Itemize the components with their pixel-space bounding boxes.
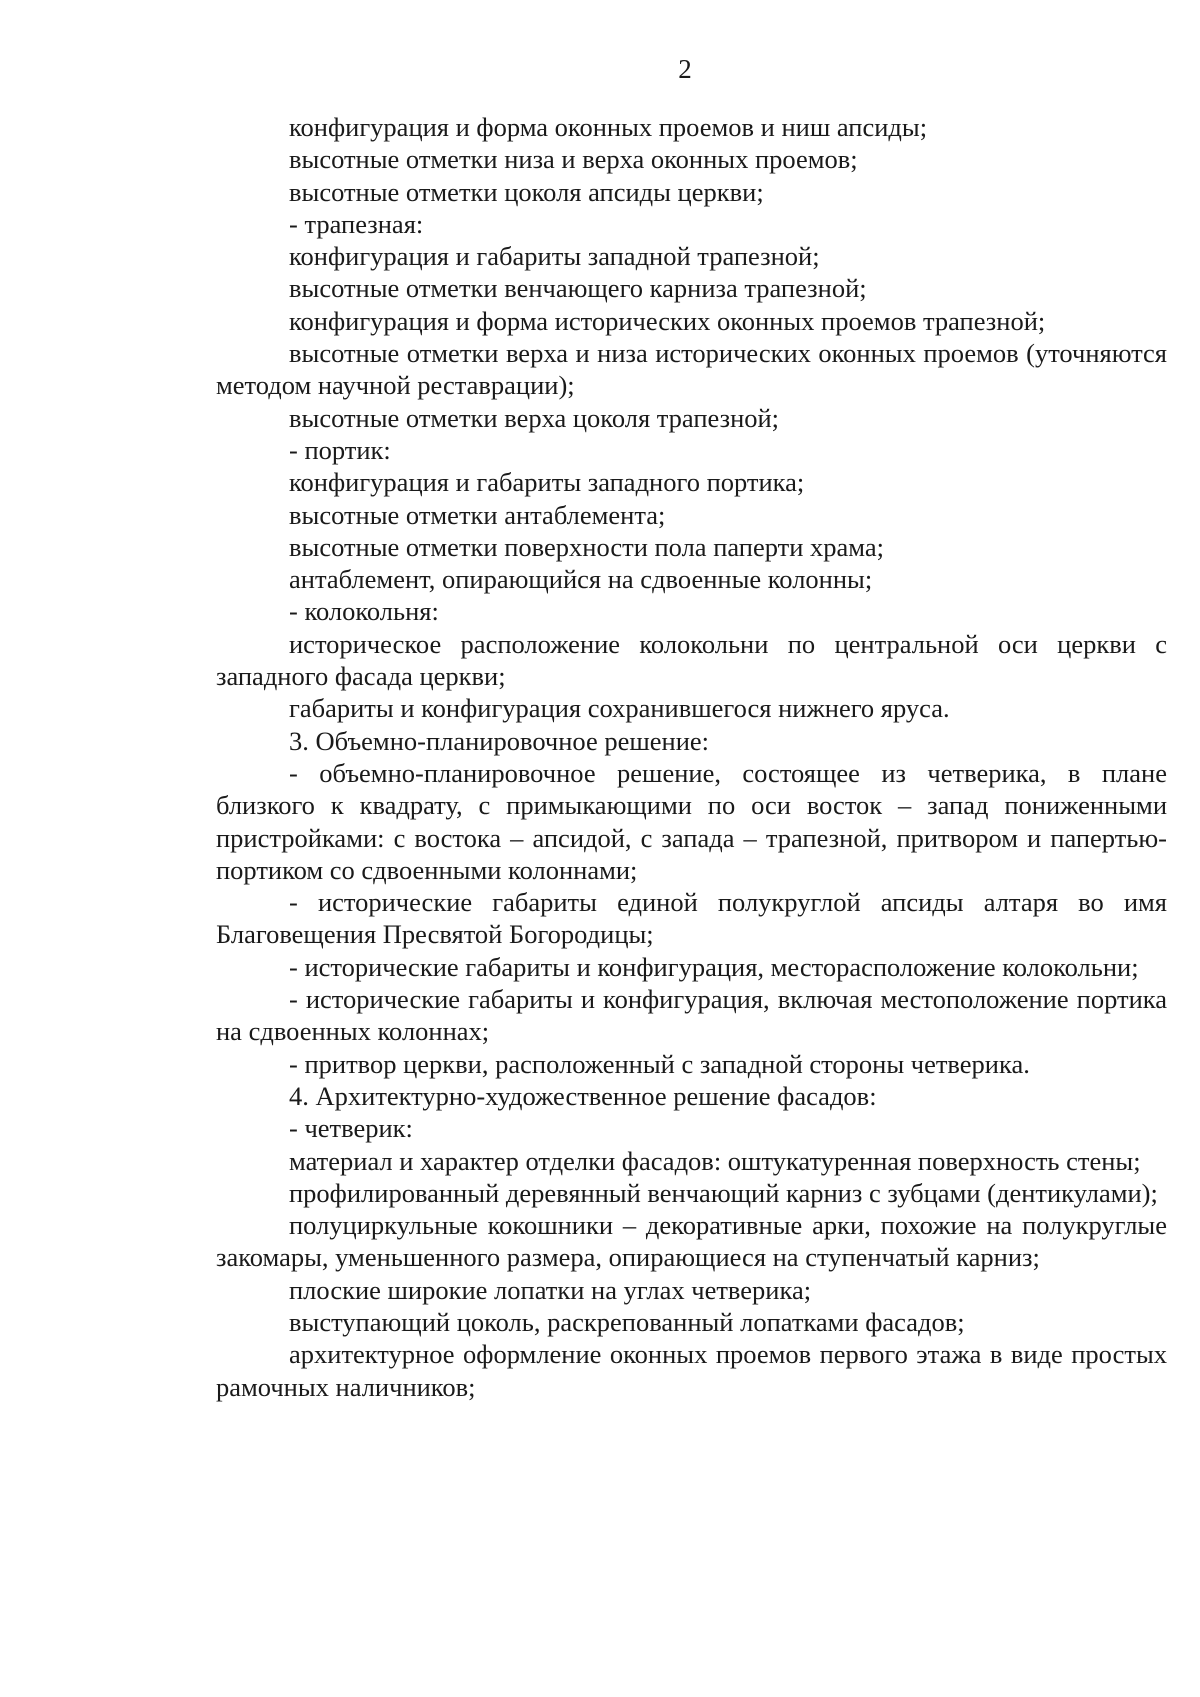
body-paragraph: высотные отметки верха цоколя трапезной; — [289, 402, 780, 433]
body-paragraph: высотные отметки антаблемента; — [289, 499, 666, 530]
document-body — [216, 111, 1167, 1403]
body-paragraph: антаблемент, опирающийся на сдвоенные колонны; — [289, 564, 873, 595]
body-paragraph: полуциркульные кокошники – декоративные арки, похожие на полукруглые закомары, уменьшенного размера, опирающиеся на ступенчатый карниз; — [216, 1210, 1167, 1273]
body-paragraph: - трапезная: — [289, 208, 424, 239]
body-paragraph: - исторические габариты единой полукруглой апсиды алтаря во имя Благовещения Пресвятой Богородицы; — [216, 887, 1167, 950]
body-paragraph: архитектурное оформление оконных проемов первого этажа в виде простых рамочных наличников; — [216, 1339, 1167, 1402]
page-number: 2 — [678, 54, 692, 84]
body-paragraph: - колокольня: — [289, 596, 439, 627]
body-paragraph: - исторические габариты и конфигурация, месторасположение колокольни; — [289, 951, 1139, 982]
body-paragraph: высотные отметки цоколя апсиды церкви; — [289, 176, 764, 207]
body-paragraph: - объемно-планировочное решение, состоящее из четверика, в плане близкого к квадрату, с примыкающими по оси восток – запад пониженными пристройками: с востока – апсидой, с запада – трапезной, притвором и папертью-портиком со сдвоенными колоннами; — [216, 757, 1167, 885]
body-paragraph: профилированный деревянный венчающий карниз с зубцами (дентикулами); — [289, 1177, 1158, 1208]
body-paragraph: 4. Архитектурно-художественное решение фасадов: — [289, 1080, 877, 1111]
body-paragraph: - портик: — [289, 434, 391, 465]
body-paragraph: конфигурация и форма оконных проемов и ниш апсиды; — [289, 112, 928, 142]
body-paragraph: высотные отметки верха и низа исторических оконных проемов (уточняются методом научной реставрации); — [216, 338, 1167, 401]
body-paragraph: материал и характер отделки фасадов: оштукатуренная поверхность стены; — [289, 1145, 1141, 1176]
body-paragraph: высотные отметки венчающего карниза трапезной; — [289, 273, 867, 304]
body-paragraph: выступающий цоколь, раскрепованный лопатками фасадов; — [289, 1306, 965, 1337]
body-paragraph: историческое расположение колокольни по центральной оси церкви с западного фасада церкви; — [216, 628, 1167, 692]
body-paragraph: конфигурация и габариты западной трапезной; — [289, 241, 820, 272]
body-paragraph: 3. Объемно-планировочное решение: — [289, 725, 710, 756]
body-paragraph: габариты и конфигурация сохранившегося нижнего яруса. — [289, 693, 950, 724]
body-paragraph: высотные отметки поверхности пола паперти храма; — [289, 531, 884, 562]
body-paragraph: конфигурация и форма исторических оконных проемов трапезной; — [289, 305, 1046, 336]
body-paragraph: - четверик: — [289, 1113, 413, 1144]
body-paragraph: конфигурация и габариты западного портика; — [289, 467, 805, 498]
body-paragraph: - исторические габариты и конфигурация, включая местоположение портика на сдвоенных колоннах; — [216, 984, 1167, 1047]
body-paragraph: высотные отметки низа и верха оконных проемов; — [289, 144, 858, 175]
body-paragraph: плоские широкие лопатки на углах четверика; — [289, 1274, 812, 1305]
body-paragraph: - притвор церкви, расположенный с западной стороны четверика. — [289, 1048, 1030, 1079]
